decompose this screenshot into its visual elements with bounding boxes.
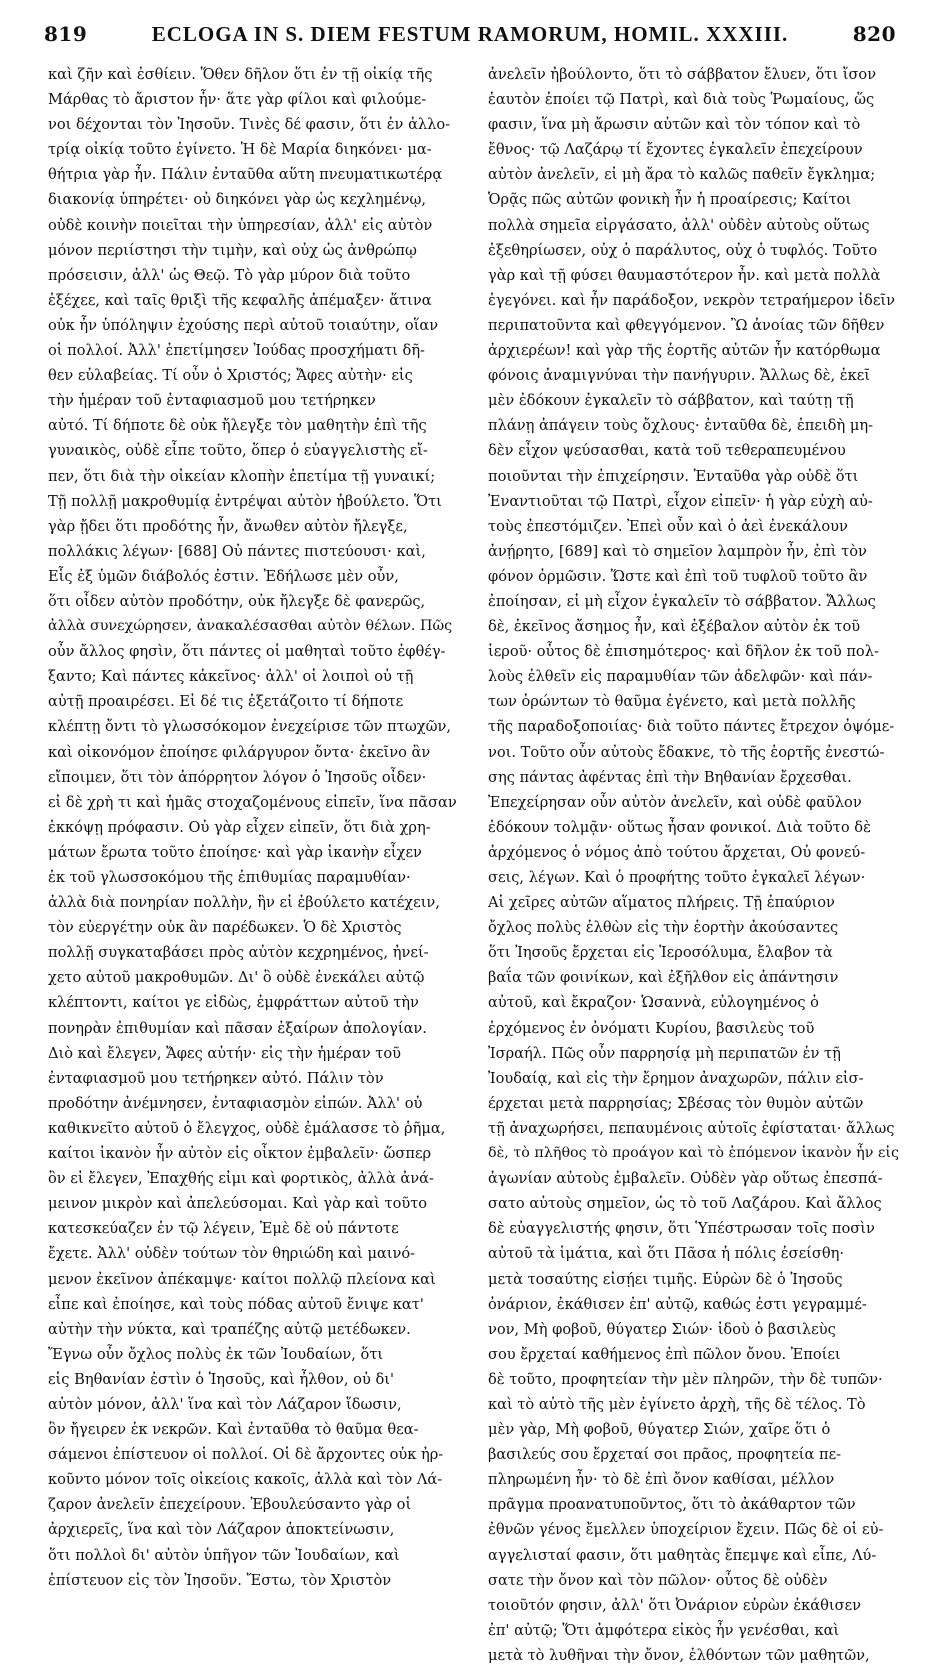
text-line: μεινον μικρὸν καὶ ἀπελεύσομαι. Καὶ γὰρ καὶ τοῦτο [48, 1195, 428, 1213]
text-line: ὀνάριον, ἐκάθισεν ἐπ' αὐτῷ, καθώς ἐστι γεγραμμέ- [488, 1295, 867, 1313]
text-line: τῆς παραδοξοποιίας· διὰ τοῦτο πάντες ἔτρεχον ὀψόμε- [488, 718, 895, 736]
text-line: εἰ δὲ χρὴ τι καὶ ἡμᾶς στοχαζομένους εἰπεῖν, ἵνα πᾶσαν [48, 793, 457, 811]
text-line: ἀρχόμενος ὁ νόμος ἀπὸ τούτου ἄρχεται, Οὐ φονεύ- [488, 843, 866, 861]
text-line: χετο αὐτοῦ μακροθυμῶν. Δι' ὃ οὐδὲ ἐνεκάλει αὐτῷ [48, 969, 425, 987]
page-number-left: 819 [44, 22, 88, 46]
text-line: πολλῇ συγκαταβάσει πρὸς αὐτὸν κεχρημένος, ἠνεί- [48, 944, 429, 962]
page-number-right: 820 [852, 22, 896, 46]
text-line: ἱεροῦ· οὗτος δὲ ἐπισημότερος· καὶ δῆλον ἐκ τοῦ πολ- [488, 643, 879, 661]
text-line: μετὰ τοσαύτης εἰσῄει τιμῆς. Εὑρὼν δὲ ὁ Ἰησοῦς [488, 1270, 843, 1288]
text-line: Εἷς ἐξ ὑμῶν διάβολός ἐστιν. Ἐδήλωσε μὲν οὖν, [48, 567, 399, 585]
text-line: πολλάκις λέγων· [688] Οὐ πάντες πιστεύουσι· καὶ, [48, 542, 426, 560]
text-line: εἶπε καὶ ἐποίησε, καὶ τοὺς πόδας αὐτοῦ ἔνιψε κατ' [48, 1295, 424, 1313]
text-line: αὐτὸν μόνον, ἀλλ' ἵνα καὶ τὸν Λάζαρον ἴδωσιν, [48, 1395, 402, 1413]
text-line: ἐρχόμενος ἐν ὀνόματι Κυρίου, βασιλεὺς τοῦ [488, 1019, 815, 1037]
text-line: Τῇ πολλῇ μακροθυμίᾳ ἐντρέψαι αὐτὸν ἠβούλετο. Ὅτι [48, 492, 442, 510]
text-line: ἐνταφιασμοῦ μου τετήρηκεν αὐτό. Πάλιν τὸν [48, 1069, 384, 1087]
text-line: τρίᾳ οἰκίᾳ τοῦτο ἐγίνετο. Ἡ δὲ Μαρία διηκόνει· μα- [48, 141, 432, 159]
text-line: πρόσεισιν, ἀλλ' ὡς Θεῷ. Τὸ γὰρ μύρον διὰ τοῦτο [48, 266, 411, 284]
text-line: τῇ ἀναχωρήσει, πεπαυμένοις αὐτοῖς ἐφίσταται· ἄλλως [488, 1119, 895, 1137]
text-line: ἐξέχεε, καὶ ταῖς θριξὶ τῆς κεφαλῆς ἀπέμαξεν· ἅτινα [48, 291, 432, 309]
text-line: ἐξεθηρίωσεν, οὐχ ὁ παράλυτος, οὐχ ὁ τυφλός. Τοῦτο [488, 241, 878, 259]
text-line: ἐπίστευον εἰς τὸν Ἰησοῦν. Ἔστω, τὸν Χριστὸν [48, 1571, 392, 1589]
text-line: πεν, ὅτι διὰ τὴν οἰκείαν κλοπὴν ἐπετίμα τῇ γυναικί; [48, 467, 436, 485]
text-line: βασιλεύς σου ἔρχεταί σοι πρᾶος, προφητεία πε- [488, 1446, 842, 1464]
text-line: ἐκ τοῦ γλωσσοκόμου τῆς ἐπιθυμίας παραμυθίαν· [48, 869, 411, 886]
text-columns [48, 62, 900, 1664]
text-line: εἴποιμεν, ὅτι τὸν ἀπόρρητον λόγον ὁ Ἰησοῦς οἶδεν· [48, 768, 427, 786]
text-line: ὄχλος πολὺς ἐλθὼν εἰς τὴν ἑορτὴν ἀκούσαντες [488, 919, 839, 937]
text-line: μὲν ἐδόκουν ἐγκαλεῖν τὸ σάββατον, καὶ ταύτῃ τῇ [488, 392, 854, 410]
text-line: λοὺς ἐλθεῖν εἰς παραμυθίαν τῶν ἀδελφῶν· καὶ πάν- [488, 668, 873, 686]
text-line: θήτρια γὰρ ἦν. Πάλιν ἐνταῦθα αὕτη πνευματικωτέρᾳ [48, 166, 443, 184]
text-line: οὐκ ἦν ὑπόληψιν ἐχούσης περὶ αὐτοῦ τοιαύτην, οἵαν [48, 316, 439, 334]
text-line: ἐποίησαν, εἰ μὴ εἶχον ἐγκαλεῖν τὸ σάββατον. Ἄλλως [488, 592, 876, 610]
text-line: μάτων ἔρωτα τοῦτο ἐποίησε· καὶ γὰρ ἱκανὴν εἶχεν [48, 843, 422, 861]
text-line: σου ἔρχεταί καθήμενος ἐπὶ πῶλον ὄνου. Ἐποίει [488, 1345, 841, 1363]
text-line: Ἐναντιοῦται τῷ Πατρὶ, εἶχον εἰπεῖν· ἡ γὰρ εὐχὴ αὐ- [488, 492, 873, 510]
text-line: κατεσκεύαζεν ἐν τῷ λέγειν, Ἐμὲ δὲ οὐ πάντοτε [48, 1220, 399, 1238]
text-line: Ἐπεχείρησαν οὖν αὐτὸν ἀνελεῖν, καὶ οὐδὲ φαῦλον [488, 793, 862, 811]
text-line: αὐτὴν τὴν νύκτα, καὶ τραπέζης αὐτῷ μετέδωκεν. [48, 1320, 411, 1338]
text-line: Ὁρᾷς πῶς αὐτῶν φονικὴ ἦν ἡ προαίρεσις; Καίτοι [488, 191, 852, 209]
text-line: ξαντο; Καὶ πάντες κἀκεῖνος· ἀλλ' οἱ λοιποὶ οὐ τῇ [48, 668, 414, 686]
text-line: τὴν ἡμέραν τοῦ ἐνταφιασμοῦ μου τετήρηκεν [48, 392, 376, 410]
text-line: ἐδόκουν τολμᾷν· οὕτως ἦσαν φονικοί. Διὰ τοῦτο δὲ [488, 818, 871, 836]
text-line: περιπατοῦντα καὶ φθεγγόμενον. Ὢ ἀνοίας τῶν δῆθεν [488, 316, 885, 334]
text-line: δὲ, ἐκεῖνος ἄσημος ἦν, καὶ ἐξέβαλον αὐτὸν ἐκ τοῦ [488, 618, 861, 636]
text-line: ποιοῦνται τὴν ἐπιχείρησιν. Ἐνταῦθα γὰρ οὐδὲ ὅτι [488, 467, 859, 485]
text-line: νοι. Τοῦτο οὖν αὐτοὺς ἔδακνε, τὸ τῆς ἑορτῆς ἐνεστώ- [488, 743, 885, 761]
left-column [48, 62, 460, 1589]
text-line: ζαρον ἀνελεῖν ἐπεχείρουν. Ἐβουλεύσαντο γὰρ οἱ [48, 1496, 412, 1514]
text-line: δὲ, τὸ πλῆθος τὸ προάγον καὶ τὸ ἑπόμενον ἱκανὸν ἦν εἰς [488, 1145, 899, 1162]
text-line: γυναικὸς, οὐδὲ εἶπε τοῦτο, ὅπερ ὁ εὐαγγελιστὴς εἴ- [48, 442, 428, 460]
text-line: γὰρ ᾔδει ὅτι προδότης ἦν, ἄνωθεν αὐτὸν ἤλεγξε, [48, 517, 408, 535]
text-line: ἀνῄρητο, [689] καὶ τὸ σημεῖον λαμπρὸν ἦν, ἐπὶ τὸν [488, 542, 867, 560]
text-line: Ἰουδαίᾳ, καὶ εἰς τὴν ἔρημον ἀναχωρῶν, πάλιν εἰσ- [488, 1069, 864, 1087]
text-line: Ἰσραήλ. Πῶς οὖν παρρησίᾳ μὴ περιπατῶν ἐν τῇ [488, 1044, 841, 1062]
text-line: ἑαυτὸν ἐποίει τῷ Πατρὶ, καὶ διὰ τοὺς Ῥωμαίους, ὥς [488, 91, 875, 109]
text-line: αὐτοῦ, καὶ ἔκραζον· Ὡσαννὰ, εὐλογημένος ὁ [488, 994, 819, 1012]
text-line: κλέπτῃ ὄντι τὸ γλωσσόκομον ἐνεχείρισε τῶν πτωχῶν, [48, 718, 451, 736]
text-line: αὐτό. Τί δήποτε δὲ οὐκ ἤλεγξε τὸν μαθητὴν ἐπὶ τῆς [48, 417, 427, 435]
text-line: ὅτι πολλοὶ δι' αὐτὸν ὑπῆγον τῶν Ἰουδαίων, καὶ [48, 1546, 400, 1564]
text-line: αγγελισταί φασιν, ὅτι μαθητὰς ἔπεμψε καὶ εἶπε, Λύ- [488, 1546, 877, 1564]
text-line: ἀρχιερέων! καὶ γὰρ τῆς ἑορτῆς αὐτῶν ἦν κατόρθωμα [488, 342, 881, 360]
text-line: δὲ τοῦτο, προφητείαν τὴν μὲν πληρῶν, τὴν δὲ τυπῶν· [488, 1370, 883, 1388]
text-line: καὶ οἰκονόμον ἐποίησε φιλάργυρον ὄντα· ἐκεῖνο ἂν [48, 743, 431, 761]
text-line: μετὰ τὸ λυθῆναι τὴν ὄνον, ἐλθόντων τῶν μαθητῶν, [488, 1646, 870, 1664]
text-line: βαΐα τῶν φοινίκων, καὶ ἐξῆλθον εἰς ἀπάντησιν [488, 969, 839, 987]
text-line: έρχεται μετὰ παρρησίας; Σβέσας τὸν θυμὸν αὐτῶν [488, 1094, 864, 1112]
text-line: πρᾶγμα προανατυποῦντος, ὅτι τὸ ἀκάθαρτον τῶν [488, 1496, 856, 1514]
text-line: μενον ἐκεῖνον ἀπέκαμψε· καίτοι πολλῷ πλείονα καὶ [48, 1270, 436, 1288]
text-line: γὰρ καὶ τῇ φύσει θαυμαστότερον ἦν. καὶ μετὰ πολλὰ [488, 266, 881, 284]
text-line: τὸν εὐεργέτην οὐκ ἂν παρέδωκεν. Ὁ δὲ Χριστὸς [48, 919, 402, 937]
text-line: ἀλλὰ συνεχώρησεν, ἀνακαλέσασθαι αὐτὸν θέλων. Πῶς [48, 618, 453, 635]
text-line: μὲν γὰρ, Μὴ φοβοῦ, θύγατερ Σιών, χαῖρε ὅτι ὁ [488, 1421, 831, 1439]
text-line: οὖν ἄλλος φησὶν, ὅτι πάντες οἱ μαθηταὶ τοῦτο ἐφθέγ- [48, 643, 446, 661]
text-line: ἐκκόψῃ πρόφασιν. Οὐ γὰρ εἶχεν εἰπεῖν, ὅτι διὰ χρη- [48, 818, 431, 836]
text-line: σατε τὴν ὄνον καὶ τὸν πῶλον· οὗτος δὲ οὐδὲν [488, 1571, 828, 1589]
text-line: προδότην ἀνέμνησεν, ἐνταφιασμὸν εἰπών. Ἀλλ' οὐ [48, 1094, 423, 1112]
text-line: δὲν εἶχον ψεύσασθαι, κατὰ τοῦ τεθεραπευμένου [488, 442, 846, 460]
page-header [44, 22, 896, 58]
text-line: σης πάντας ἀφέντας ἐπὶ τὴν Βηθανίαν ἔρχεσθαι. [488, 768, 852, 786]
text-line: των ὁρώντων τὸ θαῦμα ἐγένετο, καὶ μετὰ πολλῆς [488, 693, 856, 711]
text-line: νοι δέχονται τὸν Ἰησοῦν. Τινὲς δέ φασιν, ὅτι ἐν ἀλλο- [48, 116, 451, 134]
text-line: πονηρὰν ἐπιθυμίαν καὶ πᾶσαν ἐξαίρων ἀπολογίαν. [48, 1019, 427, 1037]
text-line: ὂν εἰ ἔλεγεν, Ἐπαχθής εἰμι καὶ φορτικὸς, ἀλλὰ ἀνά- [48, 1170, 434, 1188]
text-line: νον, Μὴ φοβοῦ, θύγατερ Σιών· ἰδοὺ ὁ βασιλεὺς [488, 1320, 836, 1338]
text-line: καίτοι ἱκανὸν ἦν αὐτὸν εἰς οἶκτον ἐμβαλεῖν· ὥσπερ [48, 1145, 432, 1163]
text-line: κλέπτοντι, καίτοι γε εἰδὼς, ἐμφράττων αὐτοῦ τὴν [48, 994, 419, 1012]
text-line: θεν εὐλαβείας. Τί οὖν ὁ Χριστός; Ἄφες αὐτὴν· εἰς [48, 367, 413, 385]
text-line: ὃν ἤγειρεν ἐκ νεκρῶν. Καὶ ἐνταῦθα τὸ θαῦμα θεα- [48, 1421, 419, 1439]
text-line: ὅτι Ἰησοῦς ἔρχεται εἰς Ἱεροσόλυμα, ἔλαβον τὰ [488, 944, 833, 962]
text-line: ἀλλὰ διὰ πονηρίαν πολλὴν, ἣν εἰ ἐβούλετο κατέχειν, [48, 894, 440, 912]
text-line: μόνον περιίστησι τὴν τιμὴν, καὶ οὐχ ὡς ἀνθρώπῳ [48, 241, 417, 259]
text-line: κοῦντο μόνον τοῖς οἰκείοις κακοῖς, ἀλλὰ καὶ τὸν Λά- [48, 1471, 443, 1489]
text-line: Διὸ καὶ ἔλεγεν, Ἄφες αὐτήν· εἰς τὴν ἡμέραν τοῦ [48, 1044, 401, 1062]
text-line: τοιοῦτόν φησιν, ἀλλ' ὅτι Ὀνάριον εὑρὼν ἐκάθισεν [488, 1596, 862, 1614]
text-line: ὅτι οἶδεν αὐτὸν προδότην, οὐκ ἤλεγξε δὲ φανερῶς, [48, 592, 426, 610]
text-line: ἔχετε. Ἀλλ' οὐδὲν τούτων τὸν θηριώδη καὶ μαινό- [48, 1245, 416, 1263]
text-line: ἐπ' αὐτῷ; Ὅτι ἀμφότερα εἰκὸς ἦν γενέσθαι, καὶ [488, 1621, 840, 1639]
text-line: οὐδὲ κοινὴν ποιεῖται τὴν ὑπηρεσίαν, ἀλλ' εἰς αὐτὸν [48, 216, 433, 234]
text-line: καὶ τὸ αὐτὸ τῆς μὲν ἐγίνετο ἀρχὴ, τῆς δὲ τέλος. Τὸ [488, 1395, 866, 1413]
text-line: πληρωμένη ἦν· τὸ δὲ ἐπὶ ὄνον καθίσαι, μέλλον [488, 1471, 835, 1489]
text-line: ἐγεγόνει. καὶ ἦν παράδοξον, νεκρὸν τετραήμερον ἰδεῖν [488, 291, 895, 309]
text-line: φόνοις ἀναμιγνύναι τὴν πανήγυριν. Ἄλλως δὲ, ἐκεῖ [488, 367, 871, 385]
text-line: οἱ πολλοί. Ἀλλ' ἐπετίμησεν Ἰούδας προσχήματι δῆ- [48, 342, 425, 360]
running-title: ECLOGA IN S. DIEM FESTUM RAMORUM, HOMIL. XXXIII. [151, 22, 789, 46]
text-line: Μάρθας τὸ ἄριστον ἦν· ἅτε γὰρ φίλοι καὶ φιλούμε- [48, 91, 427, 109]
text-line: φόνον ὁρμῶσιν. Ὥστε καὶ ἐπὶ τοῦ τυφλοῦ τοῦτο ἂν [488, 567, 868, 585]
text-line: αὐτὸν ἀνελεῖν, εἰ μὴ ἄρα τὸ καλῶς παθεῖν ἔγκλημα; [488, 166, 876, 184]
text-line: φασιν, ἵνα μὴ ἄρωσιν αὐτῶν καὶ τὸν τόπον καὶ τὸ [488, 116, 861, 134]
text-line: ἀγωνίαν αὐτοὺς ἐμβαλεῖν. Οὐδὲν γὰρ οὕτως ἐπεσπά- [488, 1170, 883, 1188]
text-line: δὲ εὐαγγελιστής φησιν, ὅτι Ὑπέστρωσαν τοῖς ποσὶν [488, 1220, 875, 1238]
text-line: εἰς Βηθανίαν ἐστὶν ὁ Ἰησοῦς, καὶ ἦλθον, οὐ δι' [48, 1370, 394, 1388]
text-line: ἀρχιερεῖς, ἵνα καὶ τὸν Λάζαρον ἀποκτείνωσιν, [48, 1521, 395, 1539]
text-line: πολλὰ σημεῖα εἰργάσατο, ἀλλ' οὐδὲν αὐτοὺς οὕτως [488, 216, 870, 234]
text-line: καθικνεῖτο αὐτοῦ ὁ ἔλεγχος, οὐδὲ ἐμάλασσε τὸ ῥῆμα, [48, 1119, 446, 1137]
right-column [488, 62, 900, 1664]
text-line: Αἱ χεῖρες αὐτῶν αἵματος πλήρεις. Τῇ ἐπαύριον [488, 894, 835, 912]
text-line: διακονίᾳ ὑπηρέτει· οὐ διηκόνει γὰρ ὡς κεχλημένῳ, [48, 191, 427, 209]
text-line: σεις, λέγων. Καὶ ὁ προφήτης τοῦτο ἐγκαλεῖ λέγων· [488, 869, 866, 886]
text-line: Ἔγνω οὖν ὄχλος πολὺς ἐκ τῶν Ἰουδαίων, ὅτι [48, 1345, 384, 1363]
text-line: ἐθνῶν γένος ἔμελλεν ὑποχείριον ἔχειν. Πῶς δὲ οἱ εὐ- [488, 1521, 884, 1539]
text-line: αὐτοῦ τὰ ἱμάτια, καὶ ὅτι Πᾶσα ἡ πόλις ἐσείσθη· [488, 1245, 845, 1263]
text-line: ἀνελεῖν ἠβούλοντο, ὅτι τὸ σάββατον ἔλυεν, ὅτι ἴσον [488, 66, 877, 83]
text-line: ἔθνος· τῷ Λαζάρῳ τί ἔχοντες ἐγκαλεῖν ἐπεχείρουν [488, 141, 863, 159]
text-line: σατο αὐτοὺς σημεῖον, ὡς τὸ τοῦ Λαζάρου. Καὶ ἄλλος [488, 1195, 882, 1213]
text-line: αὐτῇ προαιρέσει. Εἰ δέ τις ἐξετάζοιτο τί δήποτε [48, 693, 404, 711]
text-line: καὶ ζῆν καὶ ἐσθίειν. Ὅθεν δῆλον ὅτι ἐν τῇ οἰκίᾳ τῆς [48, 66, 433, 83]
text-line: πλάνῃ ἀπάγειν τοὺς ὄχλους· ἐνταῦθα δὲ, ἐπειδὴ μη- [488, 417, 874, 435]
text-line: σάμενοι ἐπίστευον οἱ πολλοί. Οἱ δὲ ἄρχοντες οὐκ ἠρ- [48, 1446, 444, 1464]
text-line: τοὺς ἐπεστόμιζεν. Ἐπεὶ οὖν καὶ ὁ ἀεὶ ἐνεκάλουν [488, 517, 848, 535]
